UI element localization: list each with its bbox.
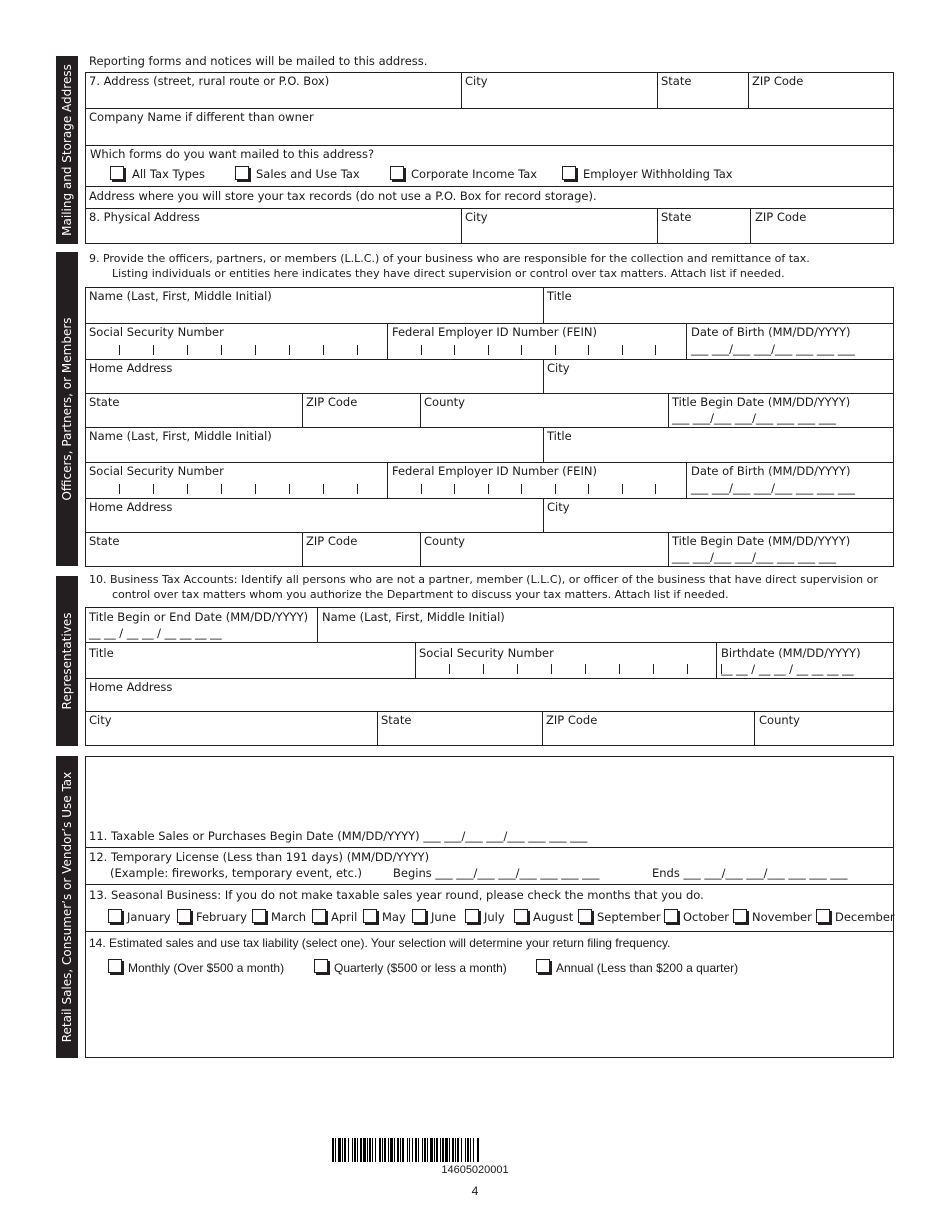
officer2-dob-field[interactable]: Date of Birth (MM/DD/YYYY) [691, 464, 851, 478]
rep-state-field[interactable]: State [381, 713, 412, 727]
annual-label: Annual (Less than $200 a quarter) [556, 961, 739, 975]
forms-question: Which forms do you want mailed to this address? [90, 147, 375, 161]
rep-title-dates-field[interactable]: Title Begin or End Date (MM/DD/YYYY) [89, 610, 309, 624]
officer1-state-field[interactable]: State [89, 395, 120, 409]
officer1-county-field[interactable]: County [424, 395, 465, 409]
officer2-state-field[interactable]: State [89, 534, 120, 548]
officer2-dob-blank: ___ ___/___ ___/___ ___ ___ ___ [691, 481, 856, 495]
q10-line2: control over tax matters whom you authorize the Department to discuss your tax matters. Attach list if needed. [112, 588, 729, 601]
address-field[interactable]: 7. Address (street, rural route or P.O. Box) [89, 74, 330, 88]
officer2-ssn-field[interactable]: Social Security Number [89, 464, 224, 478]
barcode [332, 1138, 618, 1162]
officer1-dob-field[interactable]: Date of Birth (MM/DD/YYYY) [691, 325, 851, 339]
month-october-checkbox[interactable] [664, 909, 678, 923]
rep-city-field[interactable]: City [89, 713, 112, 727]
month-august-checkbox[interactable] [514, 909, 528, 923]
month-may-checkbox[interactable] [363, 909, 377, 923]
month-january-checkbox[interactable] [108, 909, 122, 923]
month-april-label: April [331, 910, 358, 924]
month-march-checkbox[interactable] [252, 909, 266, 923]
officer2-county-field[interactable]: County [424, 534, 465, 548]
officer2-title-begin-blank: ___ ___/___ ___/___ ___ ___ ___ [672, 550, 837, 564]
q12-example: (Example: fireworks, temporary event, etc.) [110, 866, 363, 880]
physical-state-field[interactable]: State [661, 210, 692, 224]
rep-name-field[interactable]: Name (Last, First, Middle Initial) [322, 610, 505, 624]
month-december-label: December [835, 910, 895, 924]
officer2-fein-field[interactable]: Federal Employer ID Number (FEIN) [392, 464, 597, 478]
month-august-label: August [533, 910, 574, 924]
section-mailing-sidebar [56, 56, 78, 244]
officer2-fein-boxes[interactable] [388, 484, 656, 494]
corporate-income-tax-label: Corporate Income Tax [411, 167, 538, 181]
monthly-label: Monthly (Over $500 a month) [128, 961, 285, 975]
rep-ssn-boxes[interactable] [416, 664, 722, 674]
month-june-checkbox[interactable] [412, 909, 426, 923]
page-number: 4 [471, 1184, 479, 1198]
q13-question: 13. Seasonal Business: If you do not make taxable sales year round, please check the months that you do. [89, 888, 704, 902]
section-officers-title: Officers, Partners, or Members [60, 317, 74, 501]
employer-withholding-label: Employer Withholding Tax [583, 167, 733, 181]
corporate-income-tax-checkbox[interactable] [390, 166, 404, 180]
month-september-label: September [597, 910, 661, 924]
rep-zip-field[interactable]: ZIP Code [546, 713, 598, 727]
officer2-name-field[interactable]: Name (Last, First, Middle Initial) [89, 429, 272, 443]
q9-line1: 9. Provide the officers, partners, or members (L.L.C.) of your business who are responsible for the collection and remittance of tax. [89, 252, 810, 265]
month-november-checkbox[interactable] [733, 909, 747, 923]
physical-address-field[interactable]: 8. Physical Address [89, 210, 200, 224]
officer1-city-field[interactable]: City [547, 361, 570, 375]
officer1-dob-blank: ___ ___/___ ___/___ ___ ___ ___ [691, 342, 856, 356]
mailing-zip-field[interactable]: ZIP Code [752, 74, 804, 88]
rep-birthdate-field[interactable]: Birthdate (MM/DD/YYYY) [721, 646, 861, 660]
q10-line1: 10. Business Tax Accounts: Identify all persons who are not a partner, member (L.L.C), or officer of the business that have direct supervision or [89, 573, 878, 586]
company-name-field[interactable]: Company Name if different than owner [89, 110, 314, 124]
officer2-city-field[interactable]: City [547, 500, 570, 514]
month-november-label: November [752, 910, 812, 924]
employer-withholding-checkbox[interactable] [562, 166, 576, 180]
officer1-fein-boxes[interactable] [388, 345, 656, 355]
officer2-home-field[interactable]: Home Address [89, 500, 173, 514]
month-september-checkbox[interactable] [578, 909, 592, 923]
all-tax-types-label: All Tax Types [132, 167, 205, 181]
officer1-zip-field[interactable]: ZIP Code [306, 395, 358, 409]
officer1-ssn-boxes[interactable] [86, 345, 358, 355]
q12-ends-field[interactable]: Ends ___ ___/___ ___/___ ___ ___ ___ [652, 866, 848, 880]
rep-ssn-field[interactable]: Social Security Number [419, 646, 554, 660]
officer1-name-field[interactable]: Name (Last, First, Middle Initial) [89, 289, 272, 303]
sales-use-tax-label: Sales and Use Tax [256, 167, 360, 181]
rep-home-field[interactable]: Home Address [89, 680, 173, 694]
rep-title-field[interactable]: Title [89, 646, 114, 660]
officer1-home-field[interactable]: Home Address [89, 361, 173, 375]
annual-checkbox[interactable] [536, 959, 550, 973]
monthly-checkbox[interactable] [108, 959, 122, 973]
officer1-title-field[interactable]: Title [547, 289, 572, 303]
officer2-ssn-boxes[interactable] [86, 484, 358, 494]
month-october-label: October [683, 910, 730, 924]
q11-begin-date[interactable]: 11. Taxable Sales or Purchases Begin Date (MM/DD/YYYY) ___ ___/___ ___/___ ___ ___ ___ [89, 829, 588, 843]
section-representatives-title: Representatives [60, 612, 74, 710]
q12-begins-field[interactable]: Begins ___ ___/___ ___/___ ___ ___ ___ [393, 866, 600, 880]
barcode-number: 14605020001 [441, 1164, 509, 1176]
officer2-title-field[interactable]: Title [547, 429, 572, 443]
q9-line2: Listing individuals or entities here indicates they have direct supervision or control over tax matters. Attach list if needed. [112, 267, 785, 280]
month-february-label: February [196, 910, 247, 924]
quarterly-checkbox[interactable] [314, 959, 328, 973]
month-june-label: June [431, 910, 457, 924]
officer2-zip-field[interactable]: ZIP Code [306, 534, 358, 548]
month-january-label: January [127, 910, 171, 924]
physical-city-field[interactable]: City [465, 210, 488, 224]
q14-question: 14. Estimated sales and use tax liability (select one). Your selection will determine your return filing frequency. [89, 936, 671, 950]
month-july-label: July [484, 910, 505, 924]
rep-birthdate-blank: __ __ / __ __ / __ __ __ __ [721, 662, 854, 676]
officer1-title-begin-blank: ___ ___/___ ___/___ ___ ___ ___ [672, 411, 837, 425]
month-february-checkbox[interactable] [177, 909, 191, 923]
sales-use-tax-checkbox[interactable] [235, 166, 249, 180]
rep-title-dates-blank: __ __ / __ __ / __ __ __ __ [89, 626, 222, 640]
officer1-fein-field[interactable]: Federal Employer ID Number (FEIN) [392, 325, 597, 339]
month-april-checkbox[interactable] [312, 909, 326, 923]
mailing-intro: Reporting forms and notices will be mailed to this address. [89, 54, 428, 68]
month-december-checkbox[interactable] [816, 909, 830, 923]
retail-table [85, 756, 894, 1058]
month-march-label: March [271, 910, 307, 924]
mailing-city-field[interactable]: City [465, 74, 488, 88]
mailing-state-field[interactable]: State [661, 74, 692, 88]
officer1-title-begin-field[interactable]: Title Begin Date (MM/DD/YYYY) [672, 395, 851, 409]
section-retail-sidebar [56, 756, 78, 1058]
officer2-title-begin-field[interactable]: Title Begin Date (MM/DD/YYYY) [672, 534, 851, 548]
section-mailing-title: Mailing and Storage Address [60, 64, 74, 236]
section-officers-sidebar [56, 252, 78, 566]
all-tax-types-checkbox[interactable] [110, 166, 124, 180]
q12-line1: 12. Temporary License (Less than 191 days) (MM/DD/YYYY) [89, 850, 430, 864]
officer1-ssn-field[interactable]: Social Security Number [89, 325, 224, 339]
storage-intro: Address where you will store your tax records (do not use a P.O. Box for record storage). [89, 189, 597, 203]
physical-zip-field[interactable]: ZIP Code [755, 210, 807, 224]
section-representatives-sidebar [56, 576, 78, 746]
quarterly-label: Quarterly ($500 or less a month) [334, 961, 507, 975]
month-may-label: May [382, 910, 406, 924]
month-july-checkbox[interactable] [465, 909, 479, 923]
rep-county-field[interactable]: County [759, 713, 800, 727]
section-retail-title: Retail Sales, Consumer’s or Vendor’s Use Tax [60, 771, 74, 1043]
